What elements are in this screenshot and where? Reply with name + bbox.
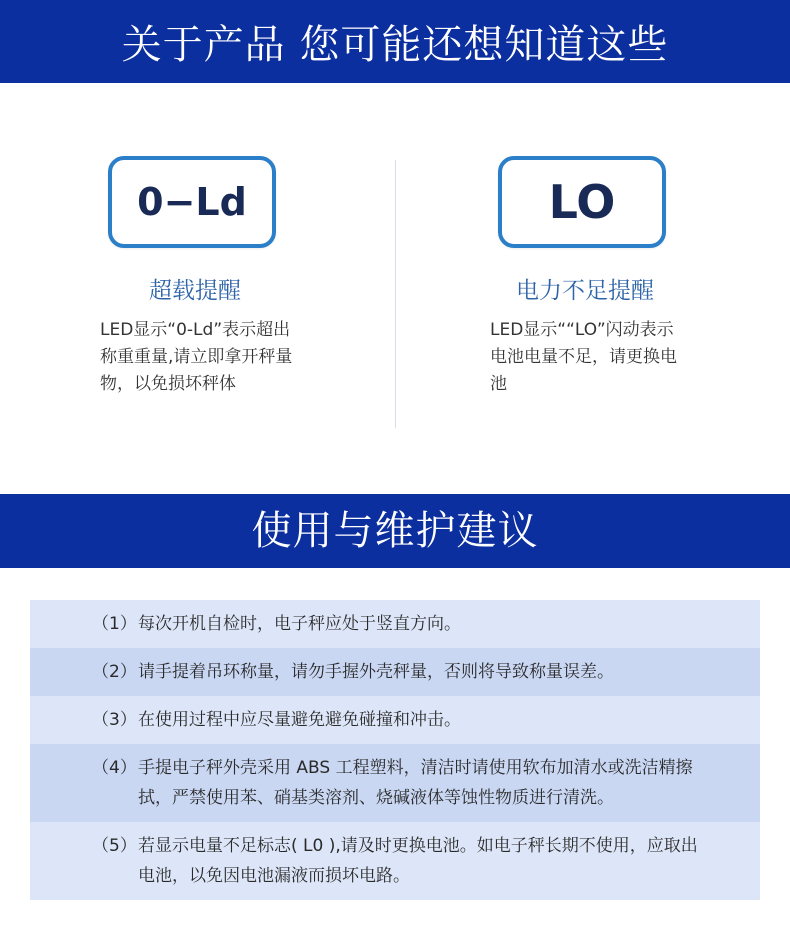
- page-title: 关于产品 您可能还想知道这些: [121, 22, 669, 68]
- tip-number: （3）: [92, 710, 137, 730]
- feature-low-battery: [490, 156, 730, 398]
- tip-item: [30, 744, 760, 822]
- low-battery-description: LED显示““LO”闪动表示电池电量不足，请更换电池: [490, 320, 677, 394]
- low-battery-title: 电力不足提醒: [516, 278, 654, 304]
- tip-text: 请手提着吊环称量，请勿手握外壳秤量，否则将导致称量误差。: [138, 662, 614, 682]
- section-banner: [0, 494, 790, 568]
- tip-text: 手提电子秤外壳采用 ABS 工程塑料，清洁时请使用软布加清水或洗洁精擦拭，严禁使用苯、硝基类溶剂、烧碱液体等蚀性物质进行清洗。: [138, 758, 693, 808]
- overload-title: 超载提醒: [149, 278, 241, 304]
- tip-item: [30, 648, 760, 696]
- overload-display-text: 0−Ld: [137, 180, 247, 224]
- tip-number: （1）: [92, 614, 137, 634]
- section-title: 使用与维护建议: [251, 508, 539, 554]
- tips-list: [30, 600, 760, 900]
- tip-number: （2）: [92, 662, 137, 682]
- overload-description: LED显示“0-Ld”表示超出称重重量,请立即拿开秤量物，以免损坏秤体: [100, 320, 293, 394]
- feature-overload: [100, 156, 340, 398]
- top-banner: [0, 0, 790, 83]
- tip-text: 每次开机自检时，电子秤应处于竖直方向。: [138, 614, 461, 634]
- tip-number: （5）: [92, 836, 137, 856]
- overload-display-icon: [108, 156, 276, 248]
- tip-item: [30, 600, 760, 648]
- low-battery-display-text: LO: [548, 175, 616, 229]
- tip-text: 若显示电量不足标志( L0 ),请及时更换电池。如电子秤长期不使用，应取出电池，以免因电池漏液而损坏电路。: [138, 836, 698, 886]
- vertical-divider: [395, 160, 396, 428]
- low-battery-display-icon: [498, 156, 666, 248]
- tip-text: 在使用过程中应尽量避免避免碰撞和冲击。: [138, 710, 461, 730]
- tip-number: （4）: [92, 758, 137, 778]
- tip-item: [30, 822, 760, 900]
- tip-item: [30, 696, 760, 744]
